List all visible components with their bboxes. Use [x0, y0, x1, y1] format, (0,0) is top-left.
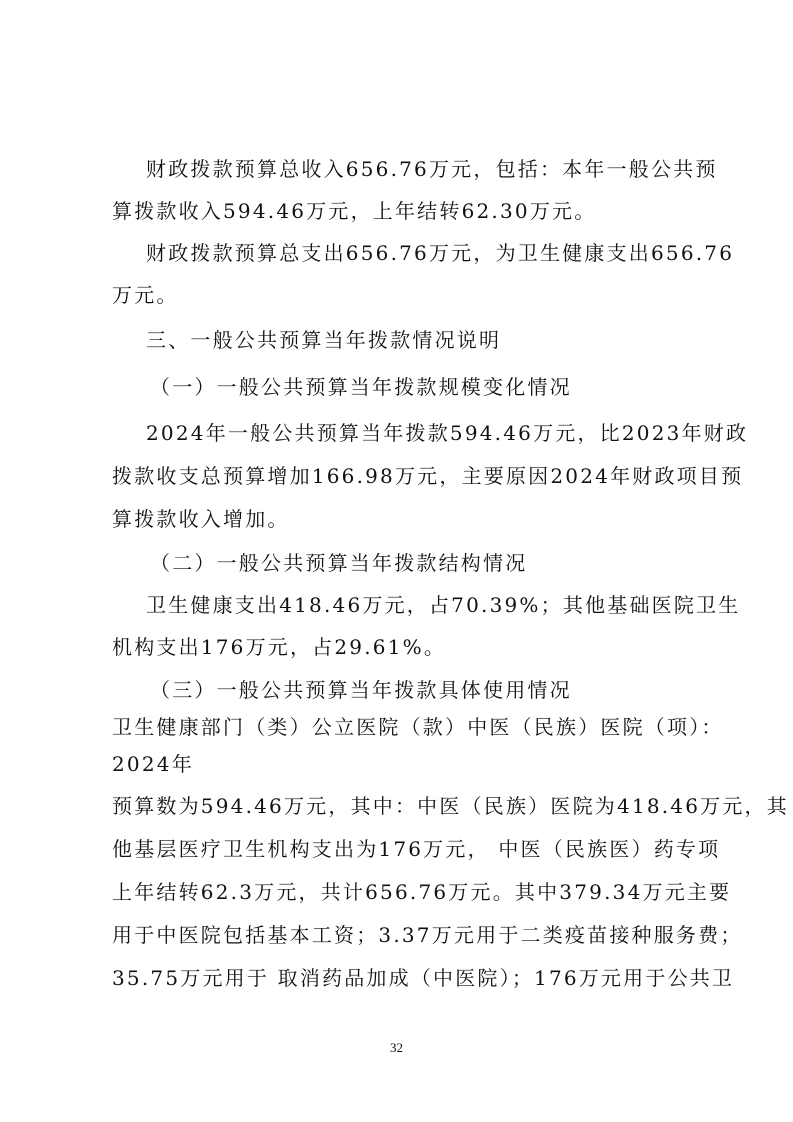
page-number: 32 — [390, 1040, 403, 1055]
paragraph-line: 卫生健康部门（类）公立医院（款）中医（民族）医院（项）： — [112, 715, 724, 739]
paragraph-line: 算拨款收入594.46万元，上年结转62.30万元。 — [112, 199, 597, 223]
paragraph-line: 2024年一般公共预算当年拨款594.46万元，比2023年财政 — [146, 421, 749, 445]
paragraph-line: 万元。 — [112, 283, 179, 307]
paragraph-line: 35.75万元用于 取消药品加成（中医院）；176万元用于公共卫 — [112, 966, 735, 990]
paragraph-line: 财政拨款预算总支出656.76万元，为卫生健康支出656.76 — [146, 241, 735, 265]
paragraph-line: 卫生健康支出418.46万元，占70.39%；其他基础医院卫生 — [146, 593, 741, 617]
paragraph-line: 用于中医院包括基本工资；3.37万元用于二类疫苗接种服务费； — [112, 923, 743, 947]
subsection-heading: （二）一般公共预算当年拨款结构情况 — [150, 551, 528, 575]
paragraph-line: 财政拨款预算总收入656.76万元，包括：本年一般公共预 — [146, 157, 718, 181]
subsection-heading: （一）一般公共预算当年拨款规模变化情况 — [150, 375, 572, 399]
paragraph-line: 机构支出176万元，占29.61%。 — [112, 635, 447, 659]
paragraph-line: 他基层医疗卫生机构支出为176万元， 中医（民族医）药专项 — [112, 837, 721, 861]
section-heading: 三、一般公共预算当年拨款情况说明 — [146, 328, 502, 352]
subsection-heading: （三）一般公共预算当年拨款具体使用情况 — [150, 678, 572, 702]
paragraph-line: 算拨款收入增加。 — [112, 507, 290, 531]
paragraph-line: 拨款收支总预算增加166.98万元，主要原因2024年财政项目预 — [112, 464, 744, 488]
paragraph-line: 预算数为594.46万元，其中：中医（民族）医院为418.46万元，其 — [112, 794, 789, 818]
paragraph-line: 上年结转62.3万元，共计656.76万元。其中379.34万元主要 — [112, 880, 732, 904]
paragraph-line: 2024年 — [112, 752, 194, 776]
